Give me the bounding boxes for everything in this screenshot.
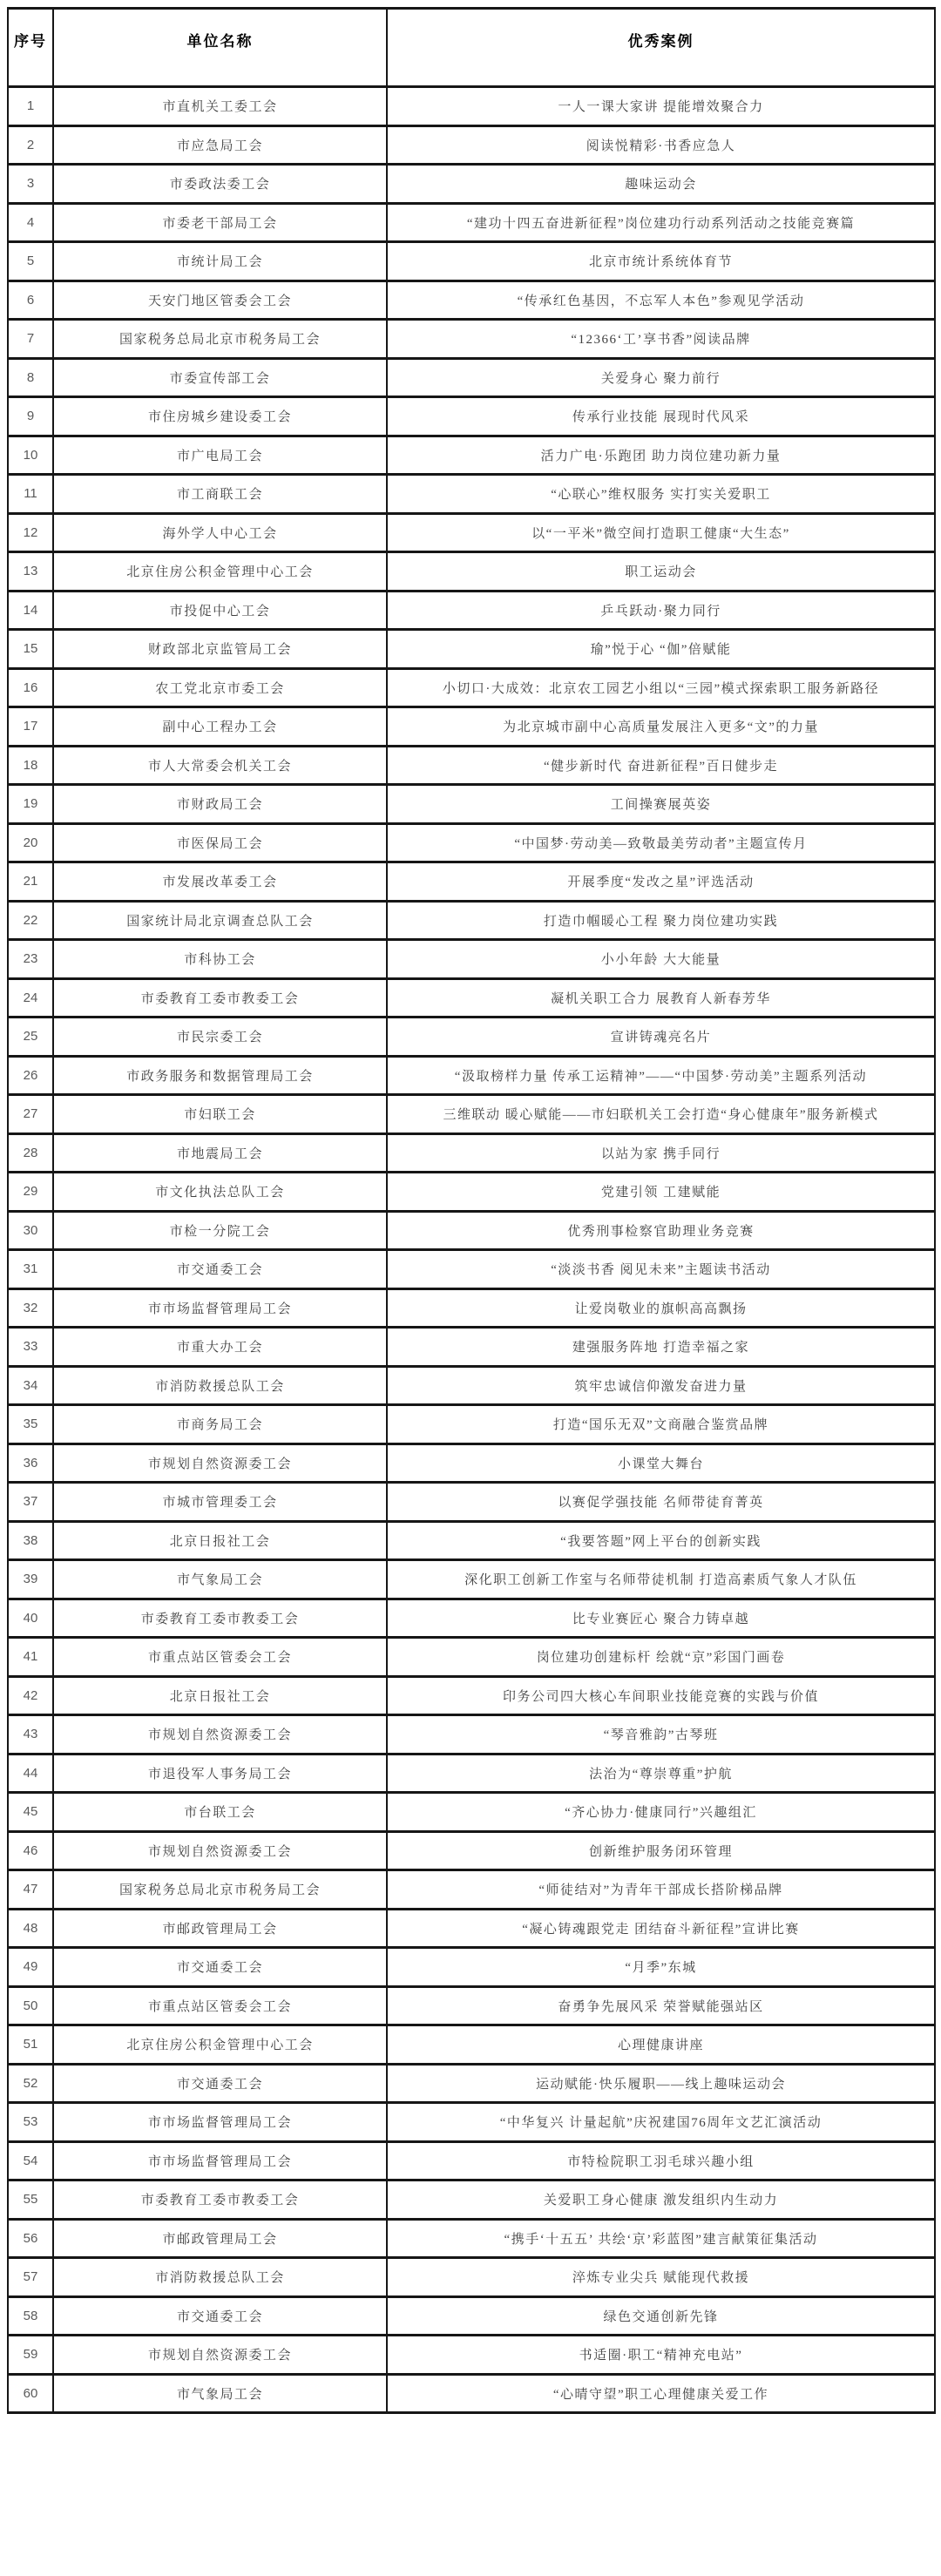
- excellent-case-cell: 传承行业技能 展现时代风采: [387, 397, 935, 436]
- unit-name-cell: 市规划自然资源委工会: [53, 1444, 387, 1483]
- table-row: [8, 707, 935, 747]
- excellent-case-cell: 以赛促学强技能 名师带徒育菁英: [387, 1483, 935, 1522]
- excellent-case-cell: 书适圈·职工“精神充电站”: [387, 2336, 935, 2375]
- table-row: [8, 1560, 935, 1599]
- excellent-case-cell: 深化职工创新工作室与名师带徒机制 打造高素质气象人才队伍: [387, 1560, 935, 1599]
- excellent-case-cell: “淡淡书香 阅见未来”主题读书活动: [387, 1250, 935, 1289]
- serial-number-cell: 42: [8, 1676, 53, 1715]
- excellent-case-cell: 宣讲铸魂亮名片: [387, 1018, 935, 1057]
- table-row: [8, 1444, 935, 1483]
- unit-name-cell: 市气象局工会: [53, 1560, 387, 1599]
- table-row: [8, 2180, 935, 2220]
- excellent-case-cell: 岗位建功创建标杆 绘就“京”彩国门画卷: [387, 1638, 935, 1677]
- unit-name-cell: 北京住房公积金管理中心工会: [53, 552, 387, 592]
- excellent-case-cell: “12366‘工’享书香”阅读品牌: [387, 320, 935, 359]
- serial-number-cell: 52: [8, 2064, 53, 2103]
- excellent-case-cell: 趣味运动会: [387, 165, 935, 204]
- excellent-case-cell: “传承红色基因，不忘军人本色”参观见学活动: [387, 281, 935, 320]
- excellent-case-cell: “我要答题”网上平台的创新实践: [387, 1521, 935, 1560]
- serial-number-cell: 17: [8, 707, 53, 747]
- excellent-case-cell: 以“一平米”微空间打造职工健康“大生态”: [387, 513, 935, 552]
- header-excellent-case: 优秀案例: [387, 9, 935, 87]
- unit-name-cell: 市检一分院工会: [53, 1211, 387, 1250]
- unit-name-cell: 市委教育工委市教委工会: [53, 978, 387, 1018]
- table-row: [8, 1211, 935, 1250]
- excellent-case-cell: 小课堂大舞台: [387, 1444, 935, 1483]
- excellent-case-cell: “中国梦·劳动美—致敬最美劳动者”主题宣传月: [387, 823, 935, 862]
- table-row: [8, 591, 935, 630]
- table-row: [8, 2258, 935, 2297]
- serial-number-cell: 21: [8, 862, 53, 902]
- excellent-case-cell: “健步新时代 奋进新征程”百日健步走: [387, 746, 935, 785]
- excellent-case-cell: 创新维护服务闭环管理: [387, 1831, 935, 1870]
- serial-number-cell: 6: [8, 281, 53, 320]
- serial-number-cell: 12: [8, 513, 53, 552]
- excellent-case-cell: 工间操赛展英姿: [387, 785, 935, 824]
- unit-name-cell: 市台联工会: [53, 1793, 387, 1832]
- excellent-case-cell: “心联心”维权服务 实打实关爱职工: [387, 475, 935, 514]
- table-row: [8, 978, 935, 1018]
- serial-number-cell: 2: [8, 125, 53, 165]
- serial-number-cell: 5: [8, 242, 53, 281]
- table-row: [8, 1018, 935, 1057]
- unit-name-cell: 市消防救援总队工会: [53, 2258, 387, 2297]
- serial-number-cell: 26: [8, 1056, 53, 1095]
- table-row: [8, 87, 935, 126]
- excellent-case-cell: 法治为“尊崇尊重”护航: [387, 1754, 935, 1793]
- unit-name-cell: 市工商联工会: [53, 475, 387, 514]
- excellent-case-cell: 让爱岗敬业的旗帜高高飘扬: [387, 1288, 935, 1328]
- table-row: [8, 320, 935, 359]
- serial-number-cell: 16: [8, 668, 53, 707]
- excellent-case-cell: “齐心协力·健康同行”兴趣组汇: [387, 1793, 935, 1832]
- table-row: [8, 125, 935, 165]
- serial-number-cell: 60: [8, 2374, 53, 2413]
- excellent-case-cell: 活力广电·乐跑团 助力岗位建功新力量: [387, 436, 935, 475]
- unit-name-cell: 天安门地区管委会工会: [53, 281, 387, 320]
- table-row: [8, 1483, 935, 1522]
- unit-name-cell: 市交通委工会: [53, 2296, 387, 2336]
- unit-name-cell: 副中心工程办工会: [53, 707, 387, 747]
- unit-name-cell: 市委老干部局工会: [53, 203, 387, 242]
- unit-name-cell: 市直机关工委工会: [53, 87, 387, 126]
- excellent-case-cell: 打造巾帼暖心工程 聚力岗位建功实践: [387, 901, 935, 940]
- serial-number-cell: 13: [8, 552, 53, 592]
- table-row: [8, 2296, 935, 2336]
- serial-number-cell: 8: [8, 358, 53, 397]
- excellent-case-cell: 优秀刑事检察官助理业务竞赛: [387, 1211, 935, 1250]
- excellent-case-cell: 三维联动 暖心赋能——市妇联机关工会打造“身心健康年”服务新模式: [387, 1095, 935, 1134]
- table-row: [8, 1909, 935, 1948]
- table-row: [8, 475, 935, 514]
- serial-number-cell: 15: [8, 630, 53, 669]
- unit-name-cell: 市妇联工会: [53, 1095, 387, 1134]
- excellent-case-cell: “月季”东城: [387, 1948, 935, 1987]
- serial-number-cell: 10: [8, 436, 53, 475]
- table-row: [8, 2064, 935, 2103]
- table-row: [8, 242, 935, 281]
- unit-name-cell: 北京住房公积金管理中心工会: [53, 2025, 387, 2065]
- serial-number-cell: 44: [8, 1754, 53, 1793]
- serial-number-cell: 27: [8, 1095, 53, 1134]
- unit-name-cell: 市住房城乡建设委工会: [53, 397, 387, 436]
- excellent-case-cell: 为北京城市副中心高质量发展注入更多“文”的力量: [387, 707, 935, 747]
- unit-name-cell: 市规划自然资源委工会: [53, 2336, 387, 2375]
- unit-name-cell: 市重点站区管委会工会: [53, 1638, 387, 1677]
- unit-name-cell: 市政务服务和数据管理局工会: [53, 1056, 387, 1095]
- unit-name-cell: 市民宗委工会: [53, 1018, 387, 1057]
- serial-number-cell: 22: [8, 901, 53, 940]
- unit-name-cell: 国家税务总局北京市税务局工会: [53, 1870, 387, 1910]
- table-row: [8, 552, 935, 592]
- unit-name-cell: 市医保局工会: [53, 823, 387, 862]
- excellent-case-cell: 淬炼专业尖兵 赋能现代救援: [387, 2258, 935, 2297]
- serial-number-cell: 3: [8, 165, 53, 204]
- unit-name-cell: 海外学人中心工会: [53, 513, 387, 552]
- table-row: [8, 1056, 935, 1095]
- table-row: [8, 785, 935, 824]
- unit-name-cell: 市商务局工会: [53, 1405, 387, 1444]
- excellent-case-cell: “师徒结对”为青年干部成长搭阶梯品牌: [387, 1870, 935, 1910]
- unit-name-cell: 市交通委工会: [53, 2064, 387, 2103]
- excellent-case-cell: 党建引领 工建赋能: [387, 1173, 935, 1212]
- excellent-case-cell: 小切口·大成效：北京农工园艺小组以“三园”模式探索职工服务新路径: [387, 668, 935, 707]
- excellent-case-cell: “凝心铸魂跟党走 团结奋斗新征程”宣讲比赛: [387, 1909, 935, 1948]
- excellent-case-cell: “中华复兴 计量起航”庆祝建国76周年文艺汇演活动: [387, 2103, 935, 2142]
- excellent-case-cell: 建强服务阵地 打造幸福之家: [387, 1328, 935, 1367]
- unit-name-cell: 市委教育工委市教委工会: [53, 1599, 387, 1638]
- excellent-case-cell: 北京市统计系统体育节: [387, 242, 935, 281]
- unit-name-cell: 市城市管理委工会: [53, 1483, 387, 1522]
- unit-name-cell: 市投促中心工会: [53, 591, 387, 630]
- unit-name-cell: 市地震局工会: [53, 1133, 387, 1173]
- unit-name-cell: 农工党北京市委工会: [53, 668, 387, 707]
- unit-name-cell: 市发展改革委工会: [53, 862, 387, 902]
- excellent-case-cell: 关爱身心 聚力前行: [387, 358, 935, 397]
- table-row: [8, 746, 935, 785]
- excellent-case-cell: “汲取榜样力量 传承工运精神”——“中国梦·劳动美”主题系列活动: [387, 1056, 935, 1095]
- table-row: [8, 1754, 935, 1793]
- header-unit-name: 单位名称: [53, 9, 387, 87]
- excellent-case-cell: 关爱职工身心健康 激发组织内生动力: [387, 2180, 935, 2220]
- table-row: [8, 1986, 935, 2025]
- unit-name-cell: 北京日报社工会: [53, 1676, 387, 1715]
- unit-name-cell: 市财政局工会: [53, 785, 387, 824]
- excellent-cases-table: [7, 7, 936, 2414]
- unit-name-cell: 市科协工会: [53, 940, 387, 979]
- table-row: [8, 2103, 935, 2142]
- table-row: [8, 940, 935, 979]
- serial-number-cell: 7: [8, 320, 53, 359]
- unit-name-cell: 市邮政管理局工会: [53, 2219, 387, 2258]
- excellent-case-cell: 运动赋能·快乐履职——线上趣味运动会: [387, 2064, 935, 2103]
- serial-number-cell: 11: [8, 475, 53, 514]
- serial-number-cell: 49: [8, 1948, 53, 1987]
- serial-number-cell: 31: [8, 1250, 53, 1289]
- unit-name-cell: 市规划自然资源委工会: [53, 1715, 387, 1755]
- serial-number-cell: 47: [8, 1870, 53, 1910]
- table-row: [8, 1599, 935, 1638]
- excellent-case-cell: “携手‘十五五’ 共绘‘京’彩蓝图”建言献策征集活动: [387, 2219, 935, 2258]
- unit-name-cell: 市邮政管理局工会: [53, 1909, 387, 1948]
- table-row: [8, 397, 935, 436]
- unit-name-cell: 市委政法委工会: [53, 165, 387, 204]
- unit-name-cell: 市应急局工会: [53, 125, 387, 165]
- serial-number-cell: 41: [8, 1638, 53, 1677]
- unit-name-cell: 北京日报社工会: [53, 1521, 387, 1560]
- serial-number-cell: 53: [8, 2103, 53, 2142]
- excellent-case-cell: 比专业赛匠心 聚合力铸卓越: [387, 1599, 935, 1638]
- excellent-case-cell: 瑜”悦于心 “伽”倍赋能: [387, 630, 935, 669]
- excellent-case-cell: 奋勇争先展风采 荣誉赋能强站区: [387, 1986, 935, 2025]
- serial-number-cell: 34: [8, 1366, 53, 1405]
- serial-number-cell: 54: [8, 2141, 53, 2180]
- unit-name-cell: 市委宣传部工会: [53, 358, 387, 397]
- serial-number-cell: 40: [8, 1599, 53, 1638]
- excellent-case-cell: “心晴守望”职工心理健康关爱工作: [387, 2374, 935, 2413]
- serial-number-cell: 46: [8, 1831, 53, 1870]
- unit-name-cell: 市交通委工会: [53, 1250, 387, 1289]
- excellent-case-cell: 一人一课大家讲 提能增效聚合力: [387, 87, 935, 126]
- excellent-case-cell: 职工运动会: [387, 552, 935, 592]
- serial-number-cell: 18: [8, 746, 53, 785]
- excellent-case-cell: 凝机关职工合力 展教育人新春芳华: [387, 978, 935, 1018]
- serial-number-cell: 29: [8, 1173, 53, 1212]
- serial-number-cell: 1: [8, 87, 53, 126]
- unit-name-cell: 市广电局工会: [53, 436, 387, 475]
- table-row: [8, 358, 935, 397]
- table-row: [8, 1328, 935, 1367]
- unit-name-cell: 国家统计局北京调查总队工会: [53, 901, 387, 940]
- serial-number-cell: 50: [8, 1986, 53, 2025]
- table-row: [8, 1831, 935, 1870]
- table-row: [8, 1366, 935, 1405]
- serial-number-cell: 43: [8, 1715, 53, 1755]
- unit-name-cell: 市退役军人事务局工会: [53, 1754, 387, 1793]
- table-row: [8, 2025, 935, 2065]
- unit-name-cell: 市委教育工委市教委工会: [53, 2180, 387, 2220]
- serial-number-cell: 57: [8, 2258, 53, 2297]
- serial-number-cell: 37: [8, 1483, 53, 1522]
- unit-name-cell: 市统计局工会: [53, 242, 387, 281]
- header-row: [8, 9, 935, 87]
- table-row: [8, 1095, 935, 1134]
- table-row: [8, 1133, 935, 1173]
- excellent-case-cell: 以站为家 携手同行: [387, 1133, 935, 1173]
- table-row: [8, 281, 935, 320]
- excellent-case-cell: 小小年龄 大大能量: [387, 940, 935, 979]
- table-row: [8, 1173, 935, 1212]
- unit-name-cell: 市气象局工会: [53, 2374, 387, 2413]
- serial-number-cell: 51: [8, 2025, 53, 2065]
- table-row: [8, 1676, 935, 1715]
- unit-name-cell: 市人大常委会机关工会: [53, 746, 387, 785]
- serial-number-cell: 45: [8, 1793, 53, 1832]
- serial-number-cell: 9: [8, 397, 53, 436]
- excellent-case-cell: 打造“国乐无双”文商融合鉴赏品牌: [387, 1405, 935, 1444]
- table-row: [8, 1405, 935, 1444]
- table-row: [8, 203, 935, 242]
- table-row: [8, 165, 935, 204]
- serial-number-cell: 56: [8, 2219, 53, 2258]
- unit-name-cell: 市重点站区管委会工会: [53, 1986, 387, 2025]
- serial-number-cell: 30: [8, 1211, 53, 1250]
- excellent-case-cell: “建功十四五奋进新征程”岗位建功行动系列活动之技能竞赛篇: [387, 203, 935, 242]
- table-row: [8, 1250, 935, 1289]
- unit-name-cell: 市重大办工会: [53, 1328, 387, 1367]
- unit-name-cell: 市文化执法总队工会: [53, 1173, 387, 1212]
- serial-number-cell: 24: [8, 978, 53, 1018]
- table-row: [8, 630, 935, 669]
- excellent-case-cell: 心理健康讲座: [387, 2025, 935, 2065]
- serial-number-cell: 59: [8, 2336, 53, 2375]
- serial-number-cell: 33: [8, 1328, 53, 1367]
- excellent-case-cell: 开展季度“发改之星”评选活动: [387, 862, 935, 902]
- excellent-case-cell: 阅读悦精彩·书香应急人: [387, 125, 935, 165]
- table-row: [8, 1948, 935, 1987]
- table-row: [8, 1288, 935, 1328]
- table-row: [8, 2336, 935, 2375]
- serial-number-cell: 36: [8, 1444, 53, 1483]
- serial-number-cell: 28: [8, 1133, 53, 1173]
- unit-name-cell: 市市场监督管理局工会: [53, 2103, 387, 2142]
- serial-number-cell: 58: [8, 2296, 53, 2336]
- serial-number-cell: 55: [8, 2180, 53, 2220]
- table-row: [8, 1870, 935, 1910]
- table-row: [8, 823, 935, 862]
- unit-name-cell: 市市场监督管理局工会: [53, 1288, 387, 1328]
- table-row: [8, 1715, 935, 1755]
- serial-number-cell: 35: [8, 1405, 53, 1444]
- serial-number-cell: 38: [8, 1521, 53, 1560]
- serial-number-cell: 19: [8, 785, 53, 824]
- table-row: [8, 862, 935, 902]
- table-row: [8, 1638, 935, 1677]
- excellent-case-cell: 绿色交通创新先锋: [387, 2296, 935, 2336]
- serial-number-cell: 14: [8, 591, 53, 630]
- table-row: [8, 2374, 935, 2413]
- table-row: [8, 2219, 935, 2258]
- table-row: [8, 901, 935, 940]
- serial-number-cell: 20: [8, 823, 53, 862]
- serial-number-cell: 32: [8, 1288, 53, 1328]
- excellent-case-cell: 市特检院职工羽毛球兴趣小组: [387, 2141, 935, 2180]
- excellent-case-cell: 筑牢忠诚信仰激发奋进力量: [387, 1366, 935, 1405]
- serial-number-cell: 25: [8, 1018, 53, 1057]
- unit-name-cell: 市消防救援总队工会: [53, 1366, 387, 1405]
- table-row: [8, 1793, 935, 1832]
- table-row: [8, 436, 935, 475]
- unit-name-cell: 国家税务总局北京市税务局工会: [53, 320, 387, 359]
- excellent-case-cell: 乒乓跃动·聚力同行: [387, 591, 935, 630]
- serial-number-cell: 39: [8, 1560, 53, 1599]
- table-row: [8, 668, 935, 707]
- unit-name-cell: 市规划自然资源委工会: [53, 1831, 387, 1870]
- serial-number-cell: 48: [8, 1909, 53, 1948]
- unit-name-cell: 市市场监督管理局工会: [53, 2141, 387, 2180]
- unit-name-cell: 财政部北京监管局工会: [53, 630, 387, 669]
- excellent-case-cell: 印务公司四大核心车间职业技能竞赛的实践与价值: [387, 1676, 935, 1715]
- serial-number-cell: 4: [8, 203, 53, 242]
- serial-number-cell: 23: [8, 940, 53, 979]
- header-serial-number: 序号: [8, 9, 53, 87]
- table-row: [8, 513, 935, 552]
- unit-name-cell: 市交通委工会: [53, 1948, 387, 1987]
- table-row: [8, 2141, 935, 2180]
- table-row: [8, 1521, 935, 1560]
- excellent-case-cell: “琴音雅韵”古琴班: [387, 1715, 935, 1755]
- table-body: [8, 87, 935, 2413]
- table-header: [8, 9, 935, 87]
